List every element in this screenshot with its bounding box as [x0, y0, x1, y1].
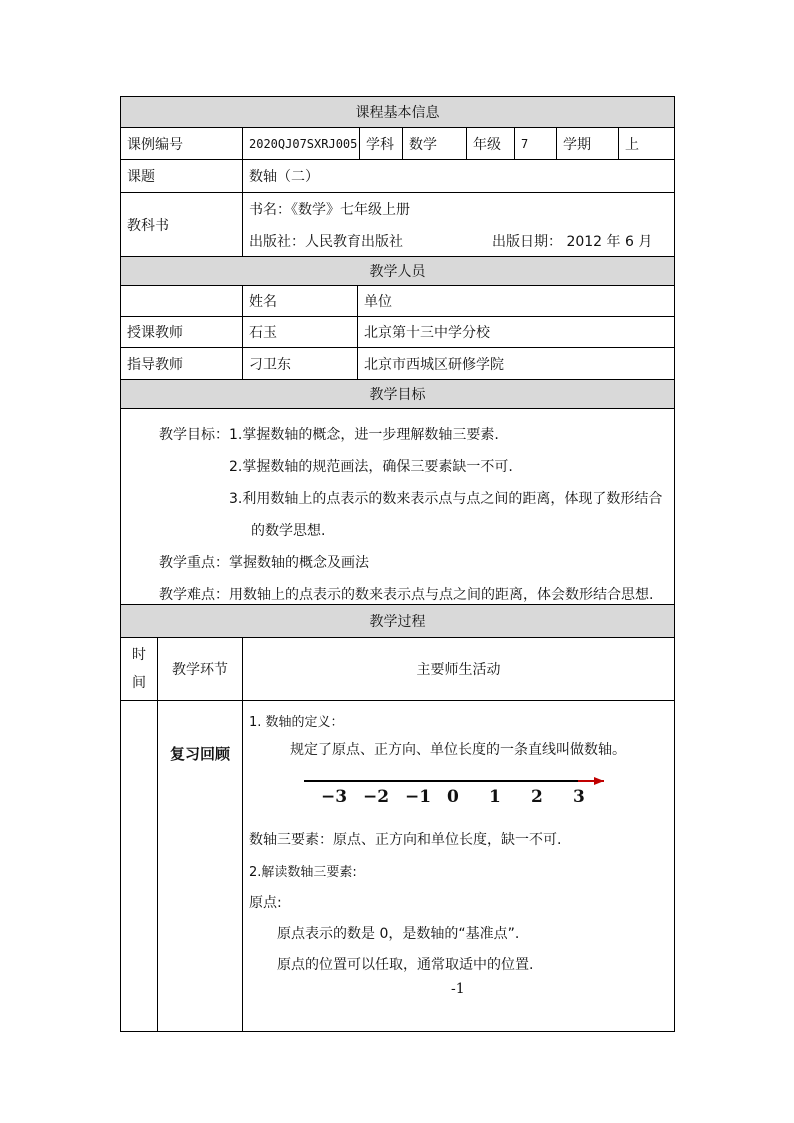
book-name: 书名：《数学》七年级上册 — [249, 202, 410, 218]
teacher-name: 石玉 — [242, 317, 357, 347]
guide-role: 指导教师 — [127, 356, 183, 373]
subject-label: 学科 — [359, 128, 402, 159]
section-header-process — [121, 605, 674, 638]
axis-tick-label: 2 — [531, 787, 543, 807]
section-header-goals — [121, 380, 674, 409]
publish-date: 出版日期： 2012 年 6 月 — [492, 234, 653, 250]
key-point: 教学重点：掌握数轴的概念及画法 — [159, 555, 369, 571]
time-header-text: 时间 — [132, 647, 146, 691]
axis-labels — [298, 787, 618, 811]
course-info-table — [120, 96, 675, 1032]
activity-header: 主要师生活动 — [242, 638, 674, 700]
grade-value: 7 — [514, 128, 556, 159]
teacher-unit: 北京第十三中学分校 — [357, 317, 674, 347]
staff-header-row — [121, 286, 674, 317]
origin-title: 原点: — [249, 895, 282, 911]
page-number: -1 — [451, 981, 465, 997]
subject-value: 数学 — [402, 128, 466, 159]
activity-cell — [242, 701, 674, 1031]
definition-title: 1. 数轴的定义： — [249, 715, 344, 730]
course-code-row — [121, 128, 674, 160]
stage-header: 教学环节 — [157, 638, 242, 700]
topic-row — [121, 160, 674, 193]
origin-line-2: 原点的位置可以任取，通常取适中的位置. — [277, 957, 534, 973]
axis-tick-label: 3 — [573, 787, 585, 807]
teacher-row — [121, 317, 674, 348]
three-elements: 数轴三要素：原点、正方向和单位长度，缺一不可. — [249, 832, 562, 848]
grade-label: 年级 — [466, 128, 514, 159]
difficulty: 教学难点：用数轴上的点表示的数来表示点与点之间的距离，体会数形结合思想. — [159, 587, 654, 603]
goal-line-3: 3.利用数轴上的点表示的数来表示点与点之间的距离，体现了数形结合 — [229, 491, 663, 507]
axis-tick-label: −2 — [363, 787, 390, 807]
textbook-label: 教科书 — [127, 217, 169, 234]
stage-name: 复习回顾 — [169, 745, 230, 763]
goal-line-2: 2.掌握数轴的规范画法，确保三要素缺一不可. — [229, 459, 513, 475]
goal-line-1: 教学目标：1.掌握数轴的概念，进一步理解数轴三要素. — [159, 427, 499, 443]
goal-line-4: 的数学思想. — [251, 523, 326, 539]
interpret-title: 2.解读数轴三要素: — [249, 865, 357, 880]
course-code-label: 课例编号 — [127, 136, 183, 153]
term-label: 学期 — [556, 128, 618, 159]
definition-text: 规定了原点、正方向、单位长度的一条直线叫做数轴。 — [290, 742, 626, 758]
unit-header: 单位 — [357, 286, 674, 316]
topic-value: 数轴（二） — [242, 160, 674, 192]
stage-cell — [157, 701, 242, 1031]
goals-content — [121, 409, 674, 605]
name-header: 姓名 — [242, 286, 357, 316]
process-header-row — [121, 638, 674, 701]
textbook-info — [242, 193, 674, 256]
section-title: 教学过程 — [369, 614, 426, 630]
section-title: 教学目标 — [369, 387, 426, 403]
arrow-head-icon — [594, 777, 604, 785]
empty-cell — [121, 286, 242, 316]
publisher: 出版社：人民教育出版社 — [249, 234, 403, 250]
axis-tick-label: 1 — [489, 787, 501, 807]
section-title: 课程基本信息 — [355, 105, 440, 121]
axis-tick-label: −3 — [321, 787, 348, 807]
guide-name: 刁卫东 — [242, 348, 357, 379]
section-header-basic-info — [121, 97, 674, 128]
term-value: 上 — [618, 128, 674, 159]
section-title: 教学人员 — [369, 264, 426, 280]
guide-unit: 北京市西城区研修学院 — [357, 348, 674, 379]
time-cell — [121, 701, 157, 1031]
origin-line-1: 原点表示的数是 0，是数轴的“基准点”. — [277, 926, 520, 942]
guide-row — [121, 348, 674, 380]
topic-label: 课题 — [127, 169, 155, 185]
axis-tick-label: 0 — [447, 787, 459, 807]
course-code-value: 2020QJ07SXRJ005 — [242, 128, 359, 159]
process-body-row — [121, 701, 674, 1031]
time-header — [121, 638, 157, 700]
axis-tick-label: −1 — [405, 787, 432, 807]
textbook-row — [121, 193, 674, 257]
teacher-role: 授课教师 — [127, 325, 183, 341]
section-header-staff — [121, 257, 674, 286]
